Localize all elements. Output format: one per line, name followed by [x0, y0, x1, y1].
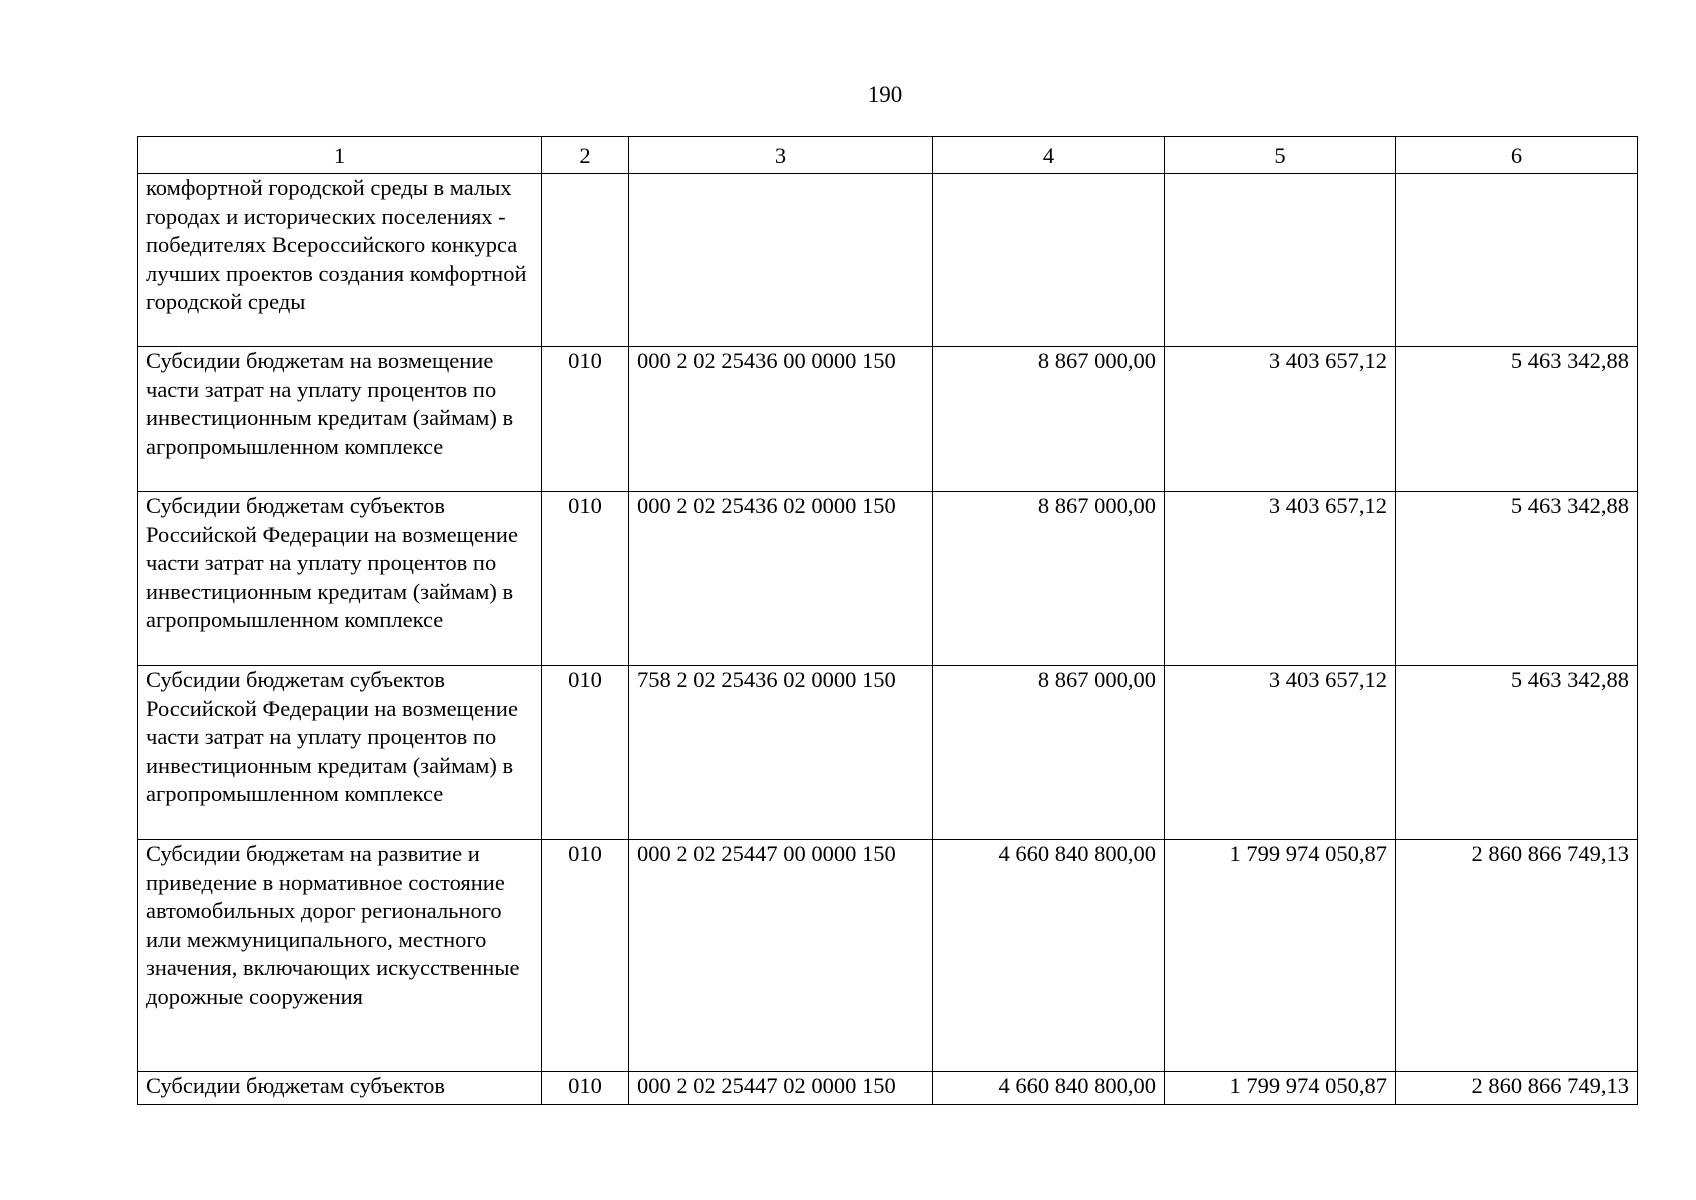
row-unexecuted-cell: 5 463 342,88: [1396, 666, 1638, 840]
row-name-cell: Субсидии бюджетам субъектов Российской Федерации на возмещение части затрат на уплату процентов по инвестиционным кредитам (займам) в агропромышленном комплексе: [138, 666, 542, 840]
row-executed-cell: 1 799 974 050,87: [1165, 840, 1396, 1072]
column-header-3: 3: [629, 137, 933, 174]
table-row: [138, 492, 1638, 666]
row-executed-cell: 3 403 657,12: [1165, 492, 1396, 666]
row-name-cell: Субсидии бюджетам на развитие и приведение в нормативное состояние автомобильных дорог регионального или межмуниципального, местного значения, включающих искусственные дорожные сооружения: [138, 840, 542, 1072]
row-kbk-cell: 000 2 02 25436 00 0000 150: [629, 347, 933, 492]
row-kbk-cell: 758 2 02 25436 02 0000 150: [629, 666, 933, 840]
column-header-5: 5: [1165, 137, 1396, 174]
row-code-cell: 010: [542, 347, 629, 492]
row-name-cell: Субсидии бюджетам субъектов Российской Федерации на возмещение части затрат на уплату процентов по инвестиционным кредитам (займам) в агропромышленном комплексе: [138, 492, 542, 666]
column-header-1: 1: [138, 137, 542, 174]
row-kbk-cell: 000 2 02 25447 00 0000 150: [629, 840, 933, 1072]
row-name-cell: Субсидии бюджетам на возмещение части затрат на уплату процентов по инвестиционным кредитам (займам) в агропромышленном комплексе: [138, 347, 542, 492]
row-kbk-cell: 000 2 02 25436 02 0000 150: [629, 492, 933, 666]
row-executed-cell: 1 799 974 050,87: [1165, 1072, 1396, 1105]
row-approved-cell: 8 867 000,00: [933, 492, 1165, 666]
row-approved-cell: [933, 174, 1165, 347]
header-row: [138, 137, 1638, 174]
row-unexecuted-cell: 5 463 342,88: [1396, 492, 1638, 666]
row-kbk-cell: 000 2 02 25447 02 0000 150: [629, 1072, 933, 1105]
row-code-cell: 010: [542, 840, 629, 1072]
row-code-cell: 010: [542, 492, 629, 666]
column-header-6: 6: [1396, 137, 1638, 174]
row-unexecuted-cell: 2 860 866 749,13: [1396, 840, 1638, 1072]
row-code-cell: 010: [542, 666, 629, 840]
row-executed-cell: [1165, 174, 1396, 347]
row-kbk-cell: [629, 174, 933, 347]
row-unexecuted-cell: 2 860 866 749,13: [1396, 1072, 1638, 1105]
row-code-cell: 010: [542, 1072, 629, 1105]
row-code-cell: [542, 174, 629, 347]
column-header-4: 4: [933, 137, 1165, 174]
row-name-cell: комфортной городской среды в малых городах и исторических поселениях - победителях Всероссийского конкурса лучших проектов создания комфортной городской среды: [138, 174, 542, 347]
row-name-cell: Субсидии бюджетам субъектов: [138, 1072, 542, 1105]
row-approved-cell: 4 660 840 800,00: [933, 840, 1165, 1072]
row-executed-cell: 3 403 657,12: [1165, 666, 1396, 840]
budget-execution-table: [137, 136, 1638, 1105]
row-executed-cell: 3 403 657,12: [1165, 347, 1396, 492]
table-row: [138, 1072, 1638, 1105]
row-approved-cell: 4 660 840 800,00: [933, 1072, 1165, 1105]
row-unexecuted-cell: [1396, 174, 1638, 347]
page-number: 190: [867, 82, 903, 107]
table-row: [138, 174, 1638, 347]
column-header-2: 2: [542, 137, 629, 174]
table-row: [138, 347, 1638, 492]
row-approved-cell: 8 867 000,00: [933, 666, 1165, 840]
table-row: [138, 840, 1638, 1072]
row-approved-cell: 8 867 000,00: [933, 347, 1165, 492]
row-unexecuted-cell: 5 463 342,88: [1396, 347, 1638, 492]
table-row: [138, 666, 1638, 840]
